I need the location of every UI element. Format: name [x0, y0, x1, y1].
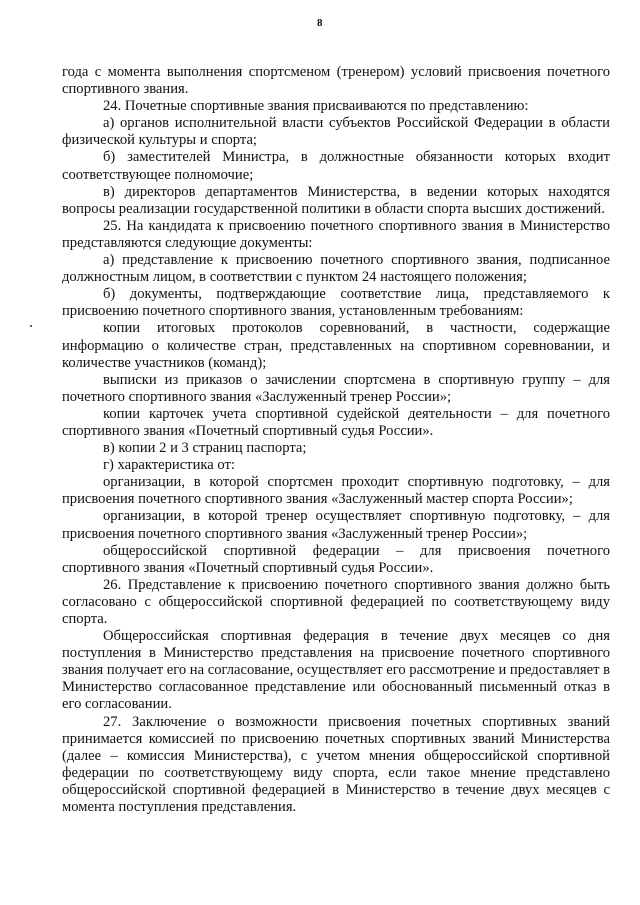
paragraph-continuation: года с момента выполнения спортсменом (тренером) условий присвоения почетного спортивного звания.: [62, 64, 610, 98]
paragraph-sub-orders: выписки из приказов о зачислении спортсмена в спортивную группу – для почетного спортивного звания «Заслуженный тренер России»;: [62, 371, 610, 405]
paragraph-item-27: 27. Заключение о возможности присвоения почетных спортивных званий принимается комиссией по присвоению почетных спортивных званий Министерства (далее – комиссия Министерства), с учетом мнения общероссийской спортивной федерации по соответствующему виду спорта, если такое мнение представлено общероссийской спортивной федерацией в Министерство в течение двух месяцев с момента поступления представления.: [62, 713, 610, 816]
paragraph-item-26: 26. Представление к присвоению почетного спортивного звания должно быть согласовано с общероссийской спортивной федерацией по соответствующему виду спорта.: [62, 576, 610, 627]
paragraph-sub-cards: копии карточек учета спортивной судейской деятельности – для почетного спортивного звания «Почетный спортивный судья России».: [62, 405, 610, 439]
paragraph-item-25: 25. На кандидата к присвоению почетного спортивного звания в Министерство представляются следующие документы:: [62, 217, 610, 251]
paragraph-sub-federation: общероссийской спортивной федерации – для присвоения почетного спортивного звания «Почетный спортивный судья России».: [62, 542, 610, 576]
paragraph-item-25-b: б) документы, подтверждающие соответствие лица, представляемого к присвоению почетного спортивного звания, установленным требованиям:: [62, 286, 610, 320]
paragraph-item-24-b: б) заместителей Министра, в должностные обязанности которых входит соответствующее полномочие;: [62, 149, 610, 183]
paragraph-item-24-a: а) органов исполнительной власти субъектов Российской Федерации в области физической культуры и спорта;: [62, 115, 610, 149]
paragraph-item-25-a: а) представление к присвоению почетного спортивного звания, подписанное должностным лицом, в соответствии с пунктом 24 настоящего положения;: [62, 252, 610, 286]
paragraph-item-24-v: в) директоров департаментов Министерства, в ведении которых находятся вопросы реализации государственной политики в области спорта высших достижений.: [62, 183, 610, 217]
page-number: 8: [317, 17, 323, 29]
paragraph-item-24: 24. Почетные спортивные звания присваиваются по представлению:: [103, 98, 529, 115]
paragraph-sub-athlete-org: организации, в которой спортсмен проходит спортивную подготовку, – для присвоения почетного спортивного звания «Заслуженный мастер спорта России»;: [62, 474, 610, 508]
paragraph-sub-coach-org: организации, в которой тренер осуществляет спортивную подготовку, – для присвоения почетного спортивного звания «Заслуженный тренер России»;: [62, 508, 610, 542]
paragraph-sub-protocols: копии итоговых протоколов соревнований, в частности, содержащие информацию о количестве стран, представленных на спортивном соревновании, и количестве участников (команд);: [62, 320, 610, 371]
paragraph-item-25-v: в) копии 2 и 3 страниц паспорта;: [103, 440, 307, 457]
paragraph-item-26-federation: Общероссийская спортивная федерация в течение двух месяцев со дня поступления в Министерство представления на присвоение почетного спортивного звания получает его на согласование, осуществляет его рассмотрение и предоставляет в Министерство согласованное представление или обоснованный письменный отказ в его согласовании.: [62, 628, 610, 713]
margin-mark: [30, 325, 32, 327]
paragraph-item-25-g: г) характеристика от:: [103, 457, 235, 474]
document-body: [62, 64, 610, 816]
